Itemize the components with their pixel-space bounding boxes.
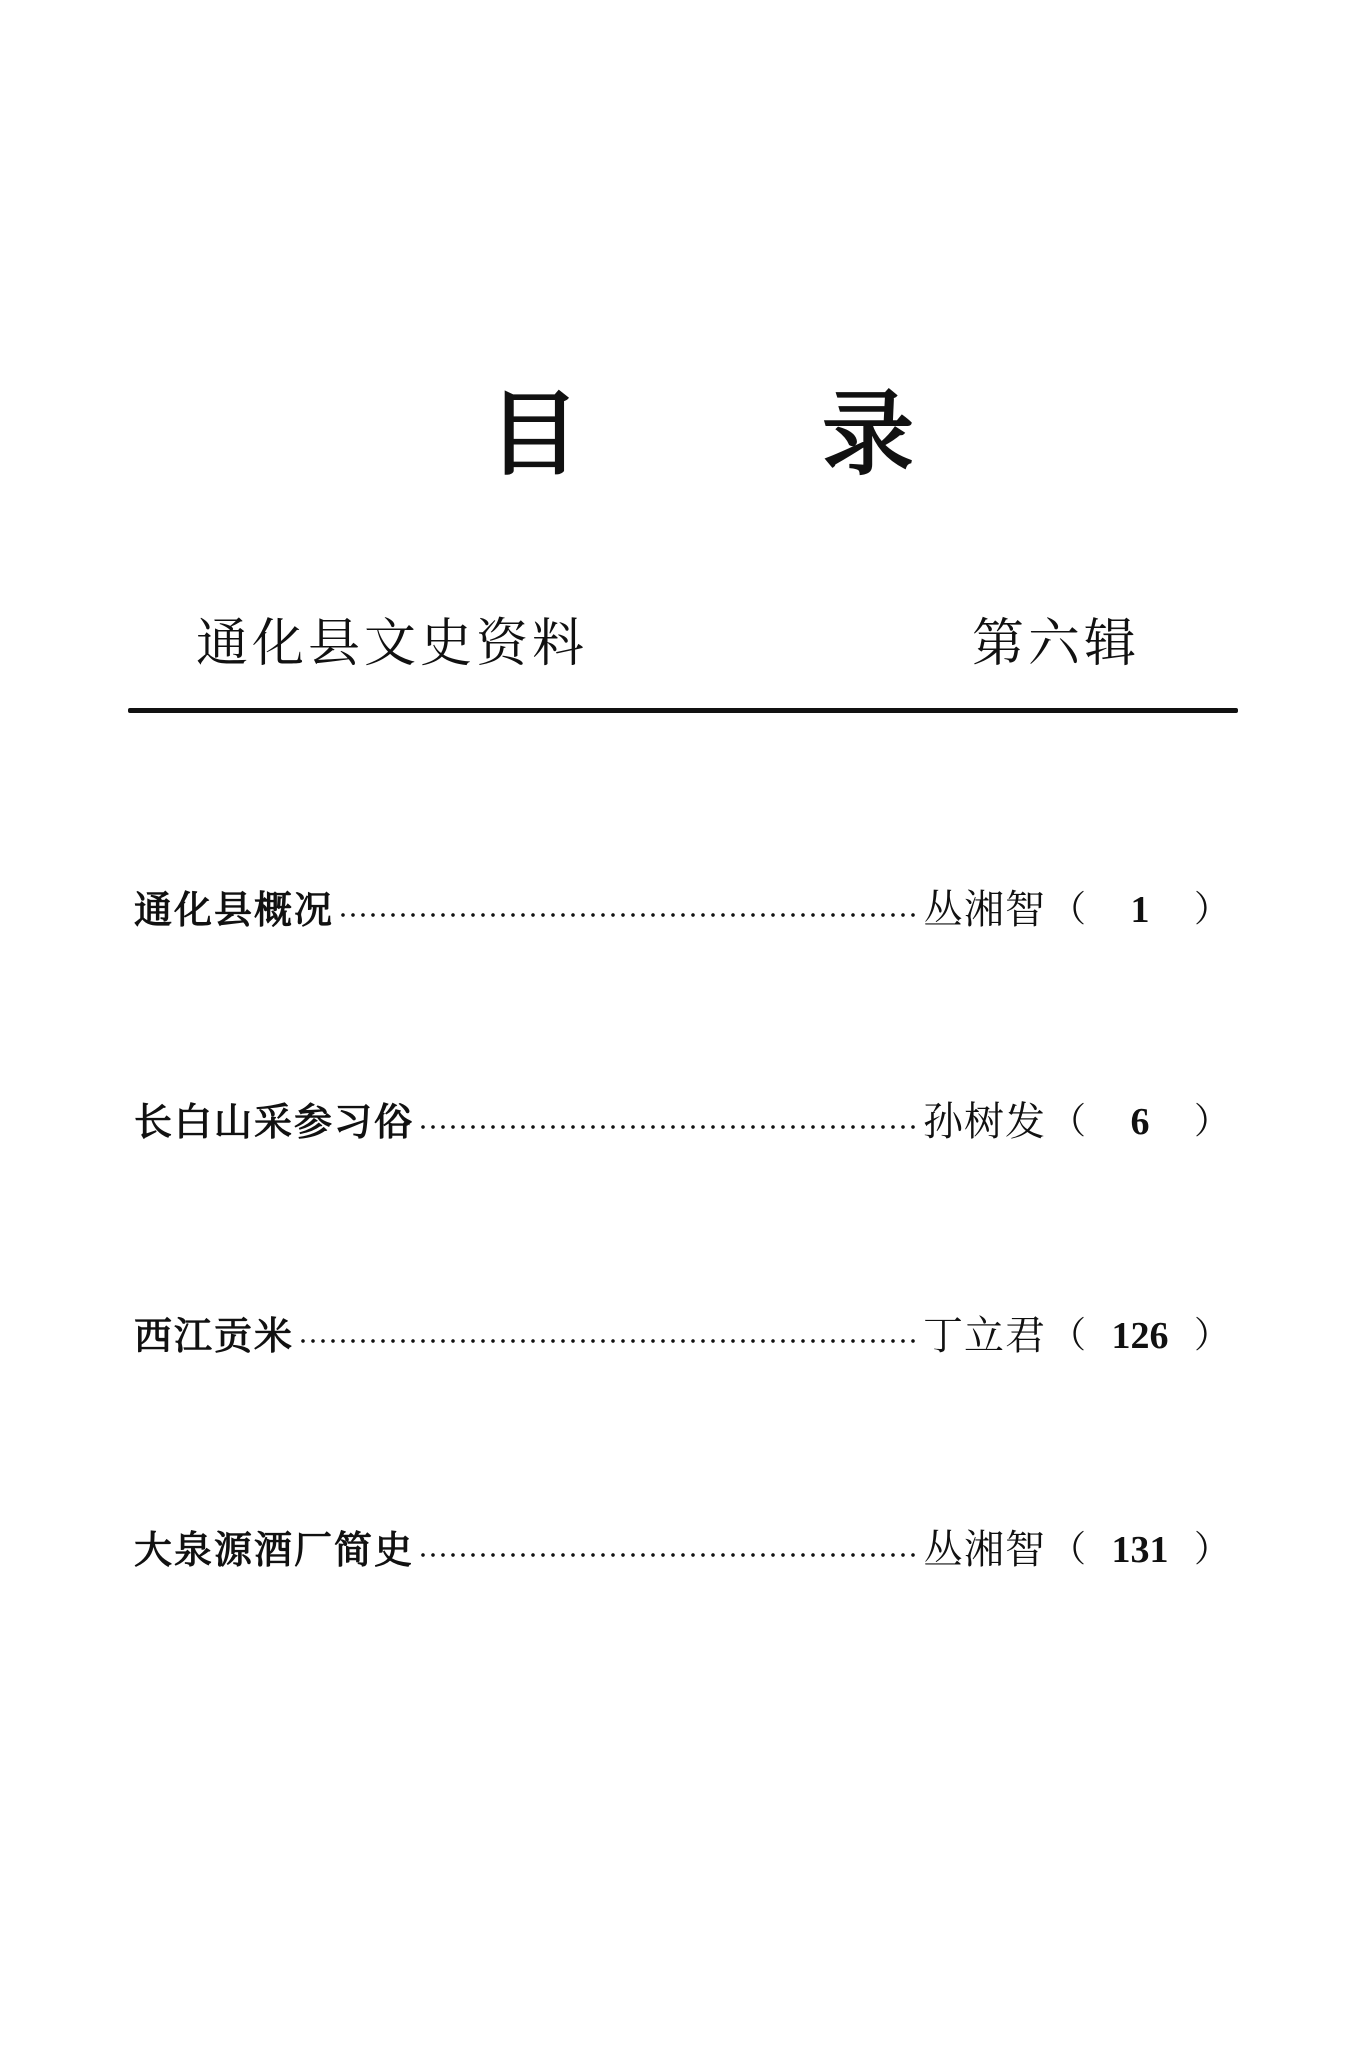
open-paren: （: [1049, 889, 1086, 930]
toc-entry-author: 丛湘智: [922, 887, 1046, 933]
toc-entry-author: 孙树发: [922, 1099, 1046, 1145]
close-paren: ）: [1193, 1529, 1230, 1570]
toc-entry-page: 131: [1111, 1529, 1169, 1571]
toc-entry: [134, 880, 1234, 940]
toc-entry: [134, 1092, 1234, 1152]
open-paren: （: [1049, 1529, 1086, 1570]
open-paren: （: [1049, 1101, 1086, 1142]
volume-label: 第六辑: [972, 614, 1141, 674]
close-paren: ）: [1193, 1101, 1230, 1142]
open-paren: （: [1049, 1315, 1086, 1356]
dot-leader: [298, 1339, 919, 1343]
page-title-char-2: 录: [822, 381, 915, 488]
dot-leader: [418, 1125, 919, 1129]
toc-entry-page: 6: [1130, 1101, 1150, 1143]
toc-entry: [134, 1520, 1234, 1580]
toc-entry-page: 1: [1130, 889, 1150, 931]
dot-leader: [418, 1553, 919, 1557]
toc-entry: [134, 1306, 1234, 1366]
toc-entry-title: 通化县概况: [134, 888, 335, 932]
toc-entry-title: 长白山采参习俗: [134, 1100, 415, 1144]
toc-entry-page: 126: [1111, 1315, 1169, 1357]
header-rule: [128, 708, 1238, 713]
toc-entry-title: 大泉源酒厂简史: [134, 1528, 415, 1572]
close-paren: ）: [1193, 889, 1230, 930]
toc-entry-author: 丁立君: [922, 1313, 1046, 1359]
toc-entry-author: 丛湘智: [922, 1527, 1046, 1573]
series-name: 通化县文史资料: [196, 614, 589, 674]
close-paren: ）: [1193, 1315, 1230, 1356]
dot-leader: [338, 913, 919, 917]
page-title-char-1: 目: [488, 381, 581, 488]
toc-entry-title: 西江贡米: [134, 1314, 295, 1358]
